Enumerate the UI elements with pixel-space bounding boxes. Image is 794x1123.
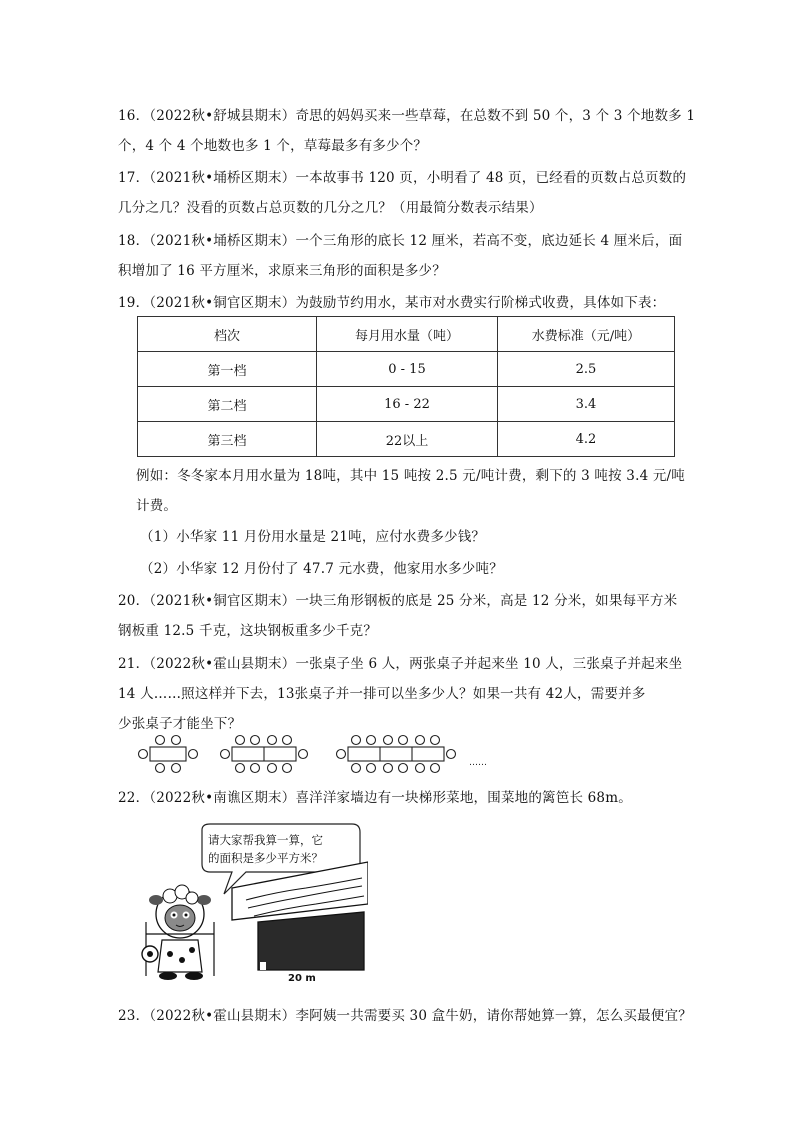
table-cell: 16 - 22 — [317, 387, 498, 422]
table-header-row — [138, 317, 675, 352]
table-cell: 第一档 — [138, 352, 317, 387]
bubble-text-line-2: 的面积是多少平方米？ — [208, 851, 323, 865]
q23-line-1: 23．（2022秋•霍山县期末）李阿姨一共需要买 30 盒牛奶，请你帮她算一算，怎么买最便宜？ — [118, 1008, 692, 1024]
table-cell: 第三档 — [138, 422, 317, 457]
q19-part-2: （2）小华家 12 月份付了 47.7 元水费，他家用水多少吨？ — [140, 561, 503, 577]
q19-example-line-2: 计费。 — [136, 498, 178, 514]
q20-line-2: 钢板重 12.5 千克，这块钢板重多少千克？ — [118, 623, 378, 639]
q19-line-1: 19．（2021秋•铜官区期末）为鼓励节约用水，某市对水费实行阶梯式收费，具体如下表： — [118, 295, 666, 311]
table-cell: 2.5 — [498, 352, 675, 387]
q21-line-2: 14 人……照这样并下去，13张桌子并一排可以坐多少人？如果一共有 42人，需要并多 — [118, 686, 646, 702]
sheep-character-icon — [142, 885, 214, 980]
table-cell: 4.2 — [498, 422, 675, 457]
garden-illustration — [136, 822, 368, 984]
table-arrangement-figure — [136, 733, 496, 777]
q20-line-1: 20．（2021秋•铜官区期末）一块三角形钢板的底是 25 分米，高是 12 分米，如果每平方米 — [118, 593, 678, 609]
water-fee-table — [137, 316, 675, 457]
length-label: 20 m — [288, 973, 316, 984]
trapezoid-garden-icon — [258, 912, 364, 970]
table-header-cell: 档次 — [138, 317, 317, 352]
table-header-cell: 水费标准（元/吨） — [498, 317, 675, 352]
q18-line-1: 18．（2021秋•埇桥区期末）一个三角形的底长 12 厘米，若高不变，底边延长 4 厘米后，面 — [118, 233, 683, 249]
three-tables-figure — [337, 736, 456, 773]
q21-line-1: 21．（2022秋•霍山县期末）一张桌子坐 6 人，两张桌子并起来坐 10 人，三张桌子并起来坐 — [118, 656, 683, 672]
table-header-cell: 每月用水量（吨） — [317, 317, 498, 352]
one-table-figure — [139, 736, 198, 773]
table-cell: 0 - 15 — [317, 352, 498, 387]
figure-ellipsis: …… — [469, 758, 487, 768]
q16-line-1: 16．（2022秋•舒城县期末）奇思的妈妈买来一些草莓，在总数不到 50 个，3 个 3 个地数多 1 — [118, 108, 696, 124]
two-tables-figure — [221, 736, 308, 773]
q17-line-1: 17．（2021秋•埇桥区期末）一本故事书 120 页，小明看了 48 页，已经看的页数占总页数的 — [118, 170, 687, 186]
q16-line-2: 个，4 个 4 个地数也多 1 个，草莓最多有多少个？ — [118, 138, 428, 154]
q22-line-1: 22．（2022秋•南谯区期末）喜洋洋家墙边有一块梯形菜地，围菜地的篱笆长 68m。 — [118, 790, 632, 806]
bubble-text-line-1: 请大家帮我算一算，它 — [208, 833, 323, 847]
table-row — [138, 387, 675, 422]
table-row — [138, 422, 675, 457]
q18-line-2: 积增加了 16 平方厘米，求原来三角形的面积是多少？ — [118, 263, 446, 279]
table-cell: 第二档 — [138, 387, 317, 422]
q17-line-2: 几分之几？没看的页数占总页数的几分之几？（用最简分数表示结果） — [118, 200, 543, 216]
table-row — [138, 352, 675, 387]
q19-example-line-1: 例如：冬冬家本月用水量为 18吨，其中 15 吨按 2.5 元/吨计费，剩下的 3 吨按 3.4 元/吨 — [136, 468, 686, 484]
table-cell: 22以上 — [317, 422, 498, 457]
q19-part-1: （1）小华家 11 月份用水量是 21吨，应付水费多少钱？ — [140, 529, 486, 545]
q21-line-3: 少张桌子才能坐下？ — [118, 716, 242, 732]
table-cell: 3.4 — [498, 387, 675, 422]
